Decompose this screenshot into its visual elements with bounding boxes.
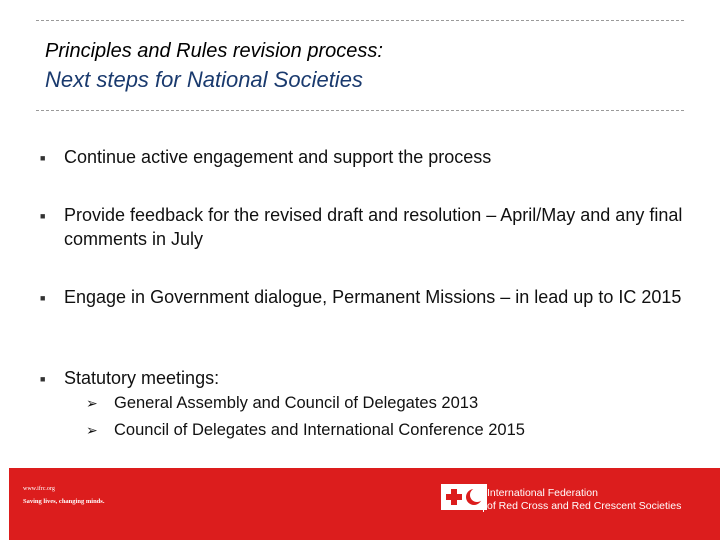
- org-name-line-1: International Federation: [487, 487, 598, 499]
- bullet-item: [40, 203, 700, 251]
- logo-divider: [483, 488, 484, 512]
- footer-banner: [9, 468, 720, 540]
- slide-title: Principles and Rules revision process:: [45, 40, 383, 62]
- bullet-item: [40, 285, 700, 310]
- bullet-text: Statutory meetings:: [64, 368, 220, 388]
- footer-url: www.ifrc.org: [23, 486, 55, 492]
- arrow-bullet-icon: ➢: [86, 395, 98, 411]
- bullet-text: Engage in Government dialogue, Permanent Missions – in lead up to IC 2015: [64, 287, 682, 307]
- sub-bullet-text: Council of Delegates and International Conference 2015: [114, 421, 525, 439]
- square-bullet-icon: ■: [40, 153, 46, 163]
- footer-slogan: Saving lives, changing minds.: [23, 498, 105, 505]
- bullet-text: Provide feedback for the revised draft and resolution – April/May and any final comments in July: [64, 205, 683, 249]
- square-bullet-icon: ■: [40, 211, 46, 221]
- sub-bullet-item: [86, 421, 525, 440]
- sub-bullet-text: General Assembly and Council of Delegates 2013: [114, 394, 479, 412]
- slide-subtitle: Next steps for National Societies: [45, 67, 363, 92]
- logo-graphic: [441, 484, 487, 510]
- arrow-bullet-icon: ➢: [86, 422, 98, 438]
- red-cross-red-crescent-logo: [441, 484, 487, 510]
- bullet-text: Continue active engagement and support the process: [64, 147, 492, 167]
- title-divider: [36, 110, 684, 111]
- org-name-line-2: of Red Cross and Red Crescent Societies: [487, 500, 682, 512]
- bullet-item: [40, 366, 700, 391]
- sub-bullet-item: [86, 394, 478, 413]
- top-divider: [36, 20, 684, 21]
- square-bullet-icon: ■: [40, 293, 46, 303]
- bullet-item: [40, 145, 700, 170]
- square-bullet-icon: ■: [40, 374, 46, 384]
